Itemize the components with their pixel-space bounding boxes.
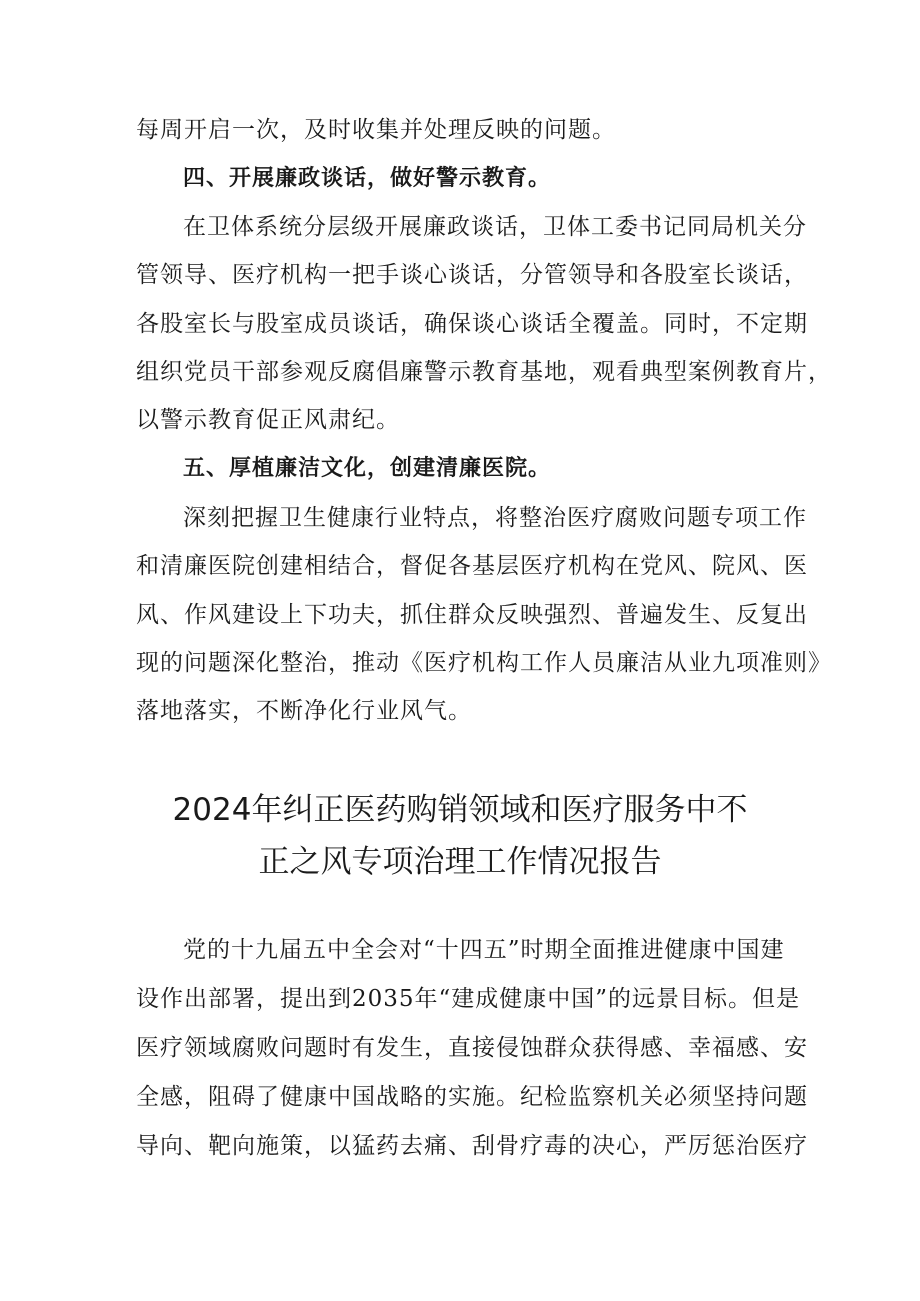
body-text-line: 医疗领域腐败问题时有发生，直接侵蚀群众获得感、幸福感、安 bbox=[136, 1035, 808, 1061]
section-heading-4: 四、开展廉政谈话，做好警示教育。 bbox=[183, 166, 552, 191]
body-text-line: 管领导、医疗机构一把手谈心谈话，分管领导和各股室长谈话， bbox=[136, 262, 808, 288]
body-text-line: 以警示教育促正风肃纪。 bbox=[136, 407, 400, 433]
body-text-line: 深刻把握卫生健康行业特点，将整治医疗腐败问题专项工作 bbox=[183, 505, 807, 531]
body-text-line: 党的十九届五中全会对“十四五”时期全面推进健康中国建 bbox=[183, 937, 785, 963]
body-text-line: 每周开启一次，及时收集并处理反映的问题。 bbox=[136, 117, 616, 143]
report-title-line-1: 2024年纠正医药购销领域和医疗服务中不 bbox=[172, 792, 748, 828]
body-text-line: 和清廉医院创建相结合，督促各基层医疗机构在党风、院风、医 bbox=[136, 553, 808, 579]
body-text-line: 各股室长与股室成员谈话，确保谈心谈话全覆盖。同时，不定期 bbox=[136, 311, 808, 337]
body-text-line: 在卫体系统分层级开展廉政谈话，卫体工委书记同局机关分 bbox=[183, 214, 807, 240]
body-text-line: 全感，阻碍了健康中国战略的实施。纪检监察机关必须坚持问题 bbox=[136, 1084, 808, 1110]
body-text-line: 落地落实，不断净化行业风气。 bbox=[136, 698, 472, 724]
body-text-line: 组织党员干部参观反腐倡廉警示教育基地，观看典型案例教育片， bbox=[136, 359, 832, 385]
body-text-line: 现的问题深化整治，推动《医疗机构工作人员廉洁从业九项准则》 bbox=[136, 650, 832, 676]
body-text-line: 设作出部署，提出到2035年“建成健康中国”的远景目标。但是 bbox=[136, 986, 801, 1012]
report-title-line-2: 正之风专项治理工作情况报告 bbox=[258, 844, 662, 880]
section-heading-5: 五、厚植廉洁文化，创建清廉医院。 bbox=[183, 456, 552, 481]
body-text-line: 风、作风建设上下功夫，抓住群众反映强烈、普遍发生、反复出 bbox=[136, 602, 808, 628]
body-text-line: 导向、靶向施策，以猛药去痛、刮骨疗毒的决心，严厉惩治医疗 bbox=[136, 1133, 808, 1159]
